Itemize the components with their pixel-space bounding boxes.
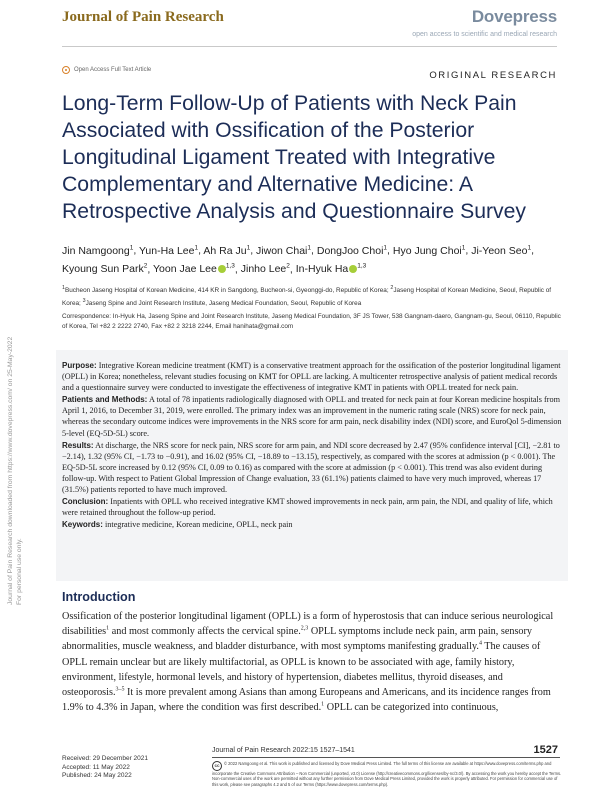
author-name: Yoon Jae Lee [153,263,217,275]
open-access-icon [62,66,70,74]
published-date: Published: 24 May 2022 [62,772,132,780]
author-affiliation-marker: 1 [194,244,199,251]
affiliation-marker: 2 [390,285,394,291]
accepted-date: Accepted: 11 May 2022 [62,763,130,771]
correspondence: Correspondence: In-Hyuk Ha, Jaseng Spine and Joint Research Institute, Jaseng Medical Foundation, 3F JS Tower, 538 Gangnam-daero, Gangnam-gu, Seoul, 06110, Republic of Korea, Tel +82 2 2222 2740, Fax +82 2 3218 2244, Email hanihata@gmail.com [62,313,561,330]
author-affiliation-marker: 1 [246,244,251,251]
publisher-logo: Dovepress [471,7,557,26]
intro-text: OPLL symptoms include neck pain, arm pain, sensory abnormalities, muscle weakness, and bladder disturbance, with most symptoms manifesting gradually. [62,626,532,653]
author [393,245,466,257]
author [317,245,387,257]
creative-commons-icon: cc [212,761,222,771]
author-list: Jin Namgoong$^1$, Yun-Ha Lee$^1$, Ah Ra Ju$^1$, Jiwon Chai$^1$, DongJoo Choi$^1$, Hyo Jung Choi$^1$, Ji-Yeon Seo$^1$, Kyoung Sun Park$^2$, Yoon Jae Lee $^{1,3}$, Jinho Lee$^2$, In-Hyuk Ha $^{1,3}$ [62,244,535,275]
keywords-text: integrative medicine, Korean medicine, OPLL, neck pain [104,520,293,530]
side-note-line-1: Journal of Pain Research downloaded from https://www.dovepress.com/ on 25-May-2022 [7,336,14,605]
open-access-text: Open Access Full Text Article [74,67,152,73]
author [256,245,311,257]
open-access-label [62,66,151,74]
author-affiliation-marker: 1,3 [225,262,235,270]
author [203,245,250,257]
author-name: DongJoo Choi [316,244,384,257]
citation-ref: 2,3 [300,625,309,632]
author-affiliation-marker: 1 [527,244,532,251]
journal-citation: Journal of Pain Research 2022:15 1527–1541 [212,747,355,754]
license-text [212,761,562,787]
abstract-keywords [62,519,562,530]
methods-text: A total of 78 inpatients radiologically diagnosed with OPLL and treated for neck pain at four Korean medicine hospitals from April 1, 2016, to December 31, 2019, were enrolled. The primary index was an improvement in the numeric rating scale (NRS) score for neck pain, whereas the secondary outcome indices were improvements in the NRS score for arm pain, neck disability index (NDI) score, and EuroQol 5-dimension 5-level (EQ-5D-5L) score. [62,395,562,438]
author-affiliation-marker: 1 [129,244,134,251]
abstract-methods [62,394,562,438]
affiliation-marker: 3 [82,298,86,305]
received-date: Received: 29 December 2021 [62,755,148,762]
author-name: Kyoung Sun Park [62,263,144,275]
author [139,245,198,257]
author-affiliation-marker: 1 [383,244,388,251]
purpose-text: Integrative Korean medicine treatment (KMT) is a conservative treatment approach for the ossification of the posterior longitudinal ligament (OPLL) in Korea; nonetheless, relevant studies focusing on KMT for OPLL are lacking. A multicenter retrospective analysis of patient medical records and a questionnaire survey were conducted to investigate the effectiveness of integrative KMT in patients with OPLL treated for neck pain. [62,361,561,393]
affiliation-3: Jaseng Spine and Joint Research Institute, Jaseng Medical Foundation, Seoul, Republic of Korea [85,300,362,308]
download-side-note [6,185,34,605]
intro-text: It is more prevalent among Asians than among Europeans and Americans, and its incidence ranges from 1.9% to 4.3% in Japan, where the condition was first described. [62,687,551,714]
author-affiliation-marker: 2 [286,262,290,270]
author [471,245,531,257]
author-name: In-Hyuk Ha [295,263,349,275]
abstract-results [62,440,562,495]
author-affiliation-marker: 1 [461,244,466,251]
conclusion-text: Inpatients with OPLL who received integrative KMT showed improvements in neck pain, arm pain, the NDI, and quality of life, which were retained throughout the follow-up period. [62,497,553,518]
intro-text: and most commonly affects the cervical spine. [109,626,301,638]
results-label: Results: [62,440,94,450]
purpose-label: Purpose: [62,361,97,370]
page-number: 1527 [533,744,558,756]
citation-ref: 4 [478,641,482,648]
introduction-heading: Introduction [62,590,136,604]
footer-divider [212,757,560,758]
license-body: © 2022 Namgoong et al. This work is published and licensed by Dove Medical Press Limited. The full terms of this license are available at https://www.dovepress.com/terms.php and incorporate the Creative Commons Attribution – Non Commercial (unported, v3.0) License (http://creativecommons.org/licenses/by-nc/3.0/). By accessing the work you hereby accept the Terms. Non-commercial uses of the work are permitted without any further permission from Dove Medical Press Limited, provided the work is properly attributed. For permission for commercial use of this work, please see paragraphs 4.2 and 5 of our Terms (https://www.dovepress.com/terms.php). [212,761,562,787]
intro-text: OPLL can be categorized into continuous, [324,702,499,714]
publisher-tagline: open access to scientific and medical research [412,31,557,38]
author-name: Jiwon Chai [256,244,308,257]
citation-ref: 3–5 [115,686,125,693]
introduction-body [62,609,562,715]
affiliation-2: Jaseng Hospital of Korean Medicine, Seoul, Republic of Korea; [62,287,552,308]
journal-name: Journal of Pain Research [62,9,224,25]
conclusion-label: Conclusion: [62,497,109,507]
intro-text: Ossification of the posterior longitudinal ligament (OPLL) is a form of hyperostosis that can induce serious neurological disabilities [62,611,554,638]
keywords-label: Keywords: [62,520,103,530]
abstract-conclusion [62,496,562,518]
article-type: ORIGINAL RESEARCH [429,70,557,81]
affiliations [62,283,562,309]
methods-label: Patients and Methods: [62,395,148,405]
author [296,263,367,275]
abstract-box [56,350,568,581]
author [62,245,133,257]
citation-ref: 1 [321,701,325,708]
affiliation-1: Bucheon Jaseng Hospital of Korean Medicine, 414 KR in Sangdong, Bucheon-si, Gyeonggi-do, Republic of Korea; [64,287,391,295]
citation-ref: 1 [106,625,110,632]
side-note-line-2: For personal use only. [16,538,23,605]
author-name: Ji-Yeon Seo [471,244,528,257]
affiliation-marker: 1 [62,285,65,291]
author-affiliation-marker: 2 [143,262,148,270]
header-divider [62,46,557,47]
article-title: Long-Term Follow-Up of Patients with Neck Pain Associated with Ossification of the Posterior Longitudinal Ligament Treated with Integrative Complementary and Alternative Medicine: A Retrospective Analysis and Questionnaire Survey [62,92,527,223]
author [62,263,147,275]
article-dates [62,755,148,781]
author-affiliation-marker: 1 [307,244,312,251]
author-name: Ah Ra Ju [203,244,247,257]
author-name: Yun-Ha Lee [139,244,195,257]
author-name: Hyo Jung Choi [392,244,462,257]
author [153,263,235,275]
results-text: At discharge, the NRS score for neck pain, NRS score for arm pain, and NDI score decreased by 2.47 (95% confidence interval [CI], −2.81 to −2.14), 1.32 (95% CI, −1.73 to −0.91), and 16.02 (95% CI, −18.89 to −13.15), respectively, as compared with the scores at admission (p < 0.001). The EQ-5D-5L score increased by 0.12 (95% CI, 0.09 to 0.16) as compared with the score at admission (p < 0.001). This trend was also evident during follow-up. With respect to Patient Global Impression of Change evaluation, 33 (61.1%) patients claimed to have very much improved, whereas 17 (31.5%) patients reported to have much improved. [62,440,560,495]
author-name: Jinho Lee [240,263,287,275]
orcid-icon[interactable] [218,265,226,273]
author-affiliation-marker: 1,3 [357,262,367,270]
intro-text: The causes of OPLL remain unclear but are likely multifactorial, as OPLL is known to be associated with age, family history, environment, lifestyle, hormonal levels, and history of hypertension, diabetes mellitus, thyroid diseases, and osteoporosis. [62,641,541,699]
abstract-purpose [62,360,562,393]
author-name: Jin Namgoong [62,244,130,257]
author [241,263,290,275]
